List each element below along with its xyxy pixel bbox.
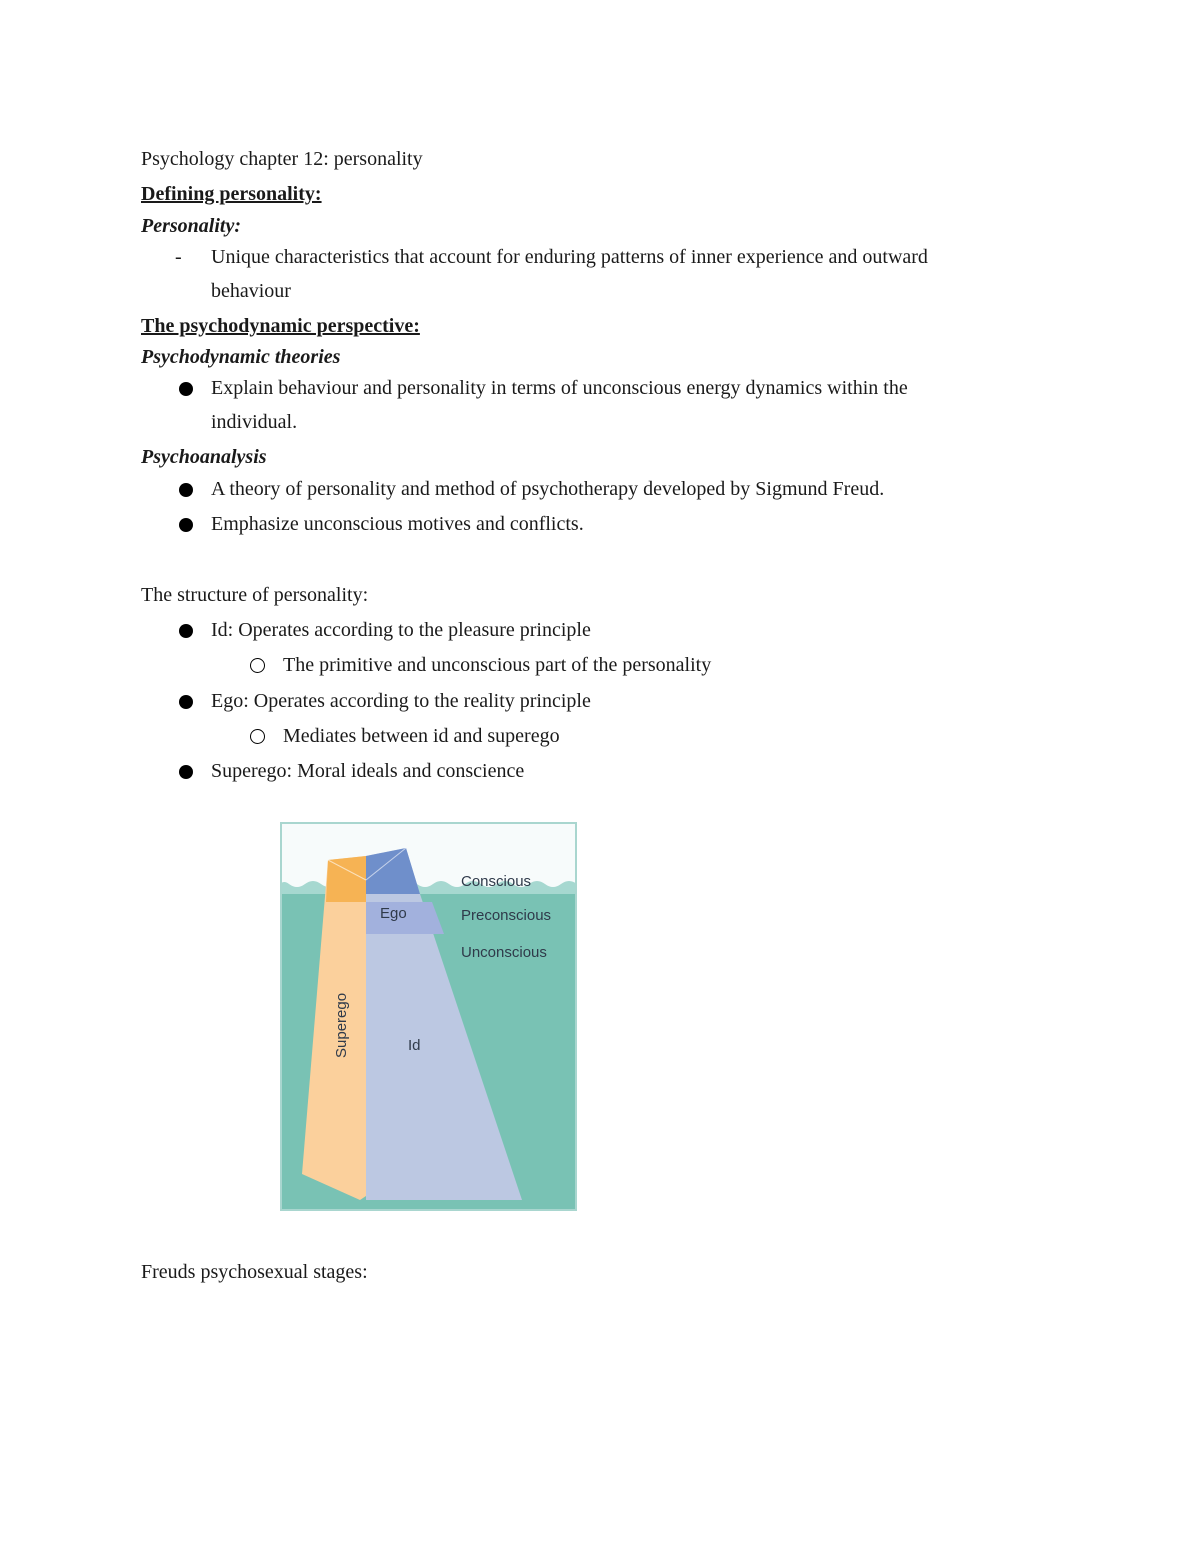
label-preconscious: Preconscious <box>461 907 552 924</box>
superego-top <box>326 856 366 902</box>
label-superego: Superego <box>333 992 350 1058</box>
label-conscious: Conscious <box>461 873 532 890</box>
heading-psychosexual-stages: Freuds psychosexual stages: <box>141 1261 368 1283</box>
hollow-bullet-icon <box>250 729 265 744</box>
label-unconscious: Unconscious <box>461 944 547 961</box>
iceberg-personality-figure <box>280 822 577 1211</box>
psychoanalysis-bullet: Emphasize unconscious motives and conflicts. <box>211 513 584 535</box>
psychodynamic-definition-line2: individual. <box>211 411 298 433</box>
heading-defining-personality: Defining personality: <box>141 183 322 205</box>
bullet-icon <box>179 624 193 638</box>
structure-id-detail: The primitive and unconscious part of the personality <box>283 654 712 676</box>
structure-ego-detail: Mediates between id and superego <box>283 725 560 747</box>
heading-psychodynamic-perspective: The psychodynamic perspective: <box>141 315 420 337</box>
term-psychodynamic-theories: Psychodynamic theories <box>141 346 341 368</box>
psychodynamic-definition-line1: Explain behaviour and personality in terms of unconscious energy dynamics within the <box>211 377 908 399</box>
iceberg-diagram <box>280 822 577 1211</box>
structure-superego: Superego: Moral ideals and conscience <box>211 760 525 782</box>
term-personality: Personality: <box>141 215 241 237</box>
bullet-icon <box>179 695 193 709</box>
sky-area <box>280 822 577 887</box>
bullet-icon <box>179 518 193 532</box>
document-title: Psychology chapter 12: personality <box>141 148 423 170</box>
bullet-icon <box>179 382 193 396</box>
hollow-bullet-icon <box>250 658 265 673</box>
term-psychoanalysis: Psychoanalysis <box>141 446 267 468</box>
bullet-icon <box>179 483 193 497</box>
label-ego: Ego <box>380 905 407 922</box>
heading-structure-of-personality: The structure of personality: <box>141 584 369 606</box>
structure-id: Id: Operates according to the pleasure principle <box>211 619 591 641</box>
structure-ego: Ego: Operates according to the reality principle <box>211 690 591 712</box>
dash-marker: - <box>175 246 182 268</box>
label-id: Id <box>408 1037 421 1054</box>
psychoanalysis-bullet: A theory of personality and method of psychotherapy developed by Sigmund Freud. <box>211 478 885 500</box>
personality-definition-line1: Unique characteristics that account for enduring patterns of inner experience and outward <box>211 246 928 268</box>
personality-definition-line2: behaviour <box>211 280 291 302</box>
bullet-icon <box>179 765 193 779</box>
